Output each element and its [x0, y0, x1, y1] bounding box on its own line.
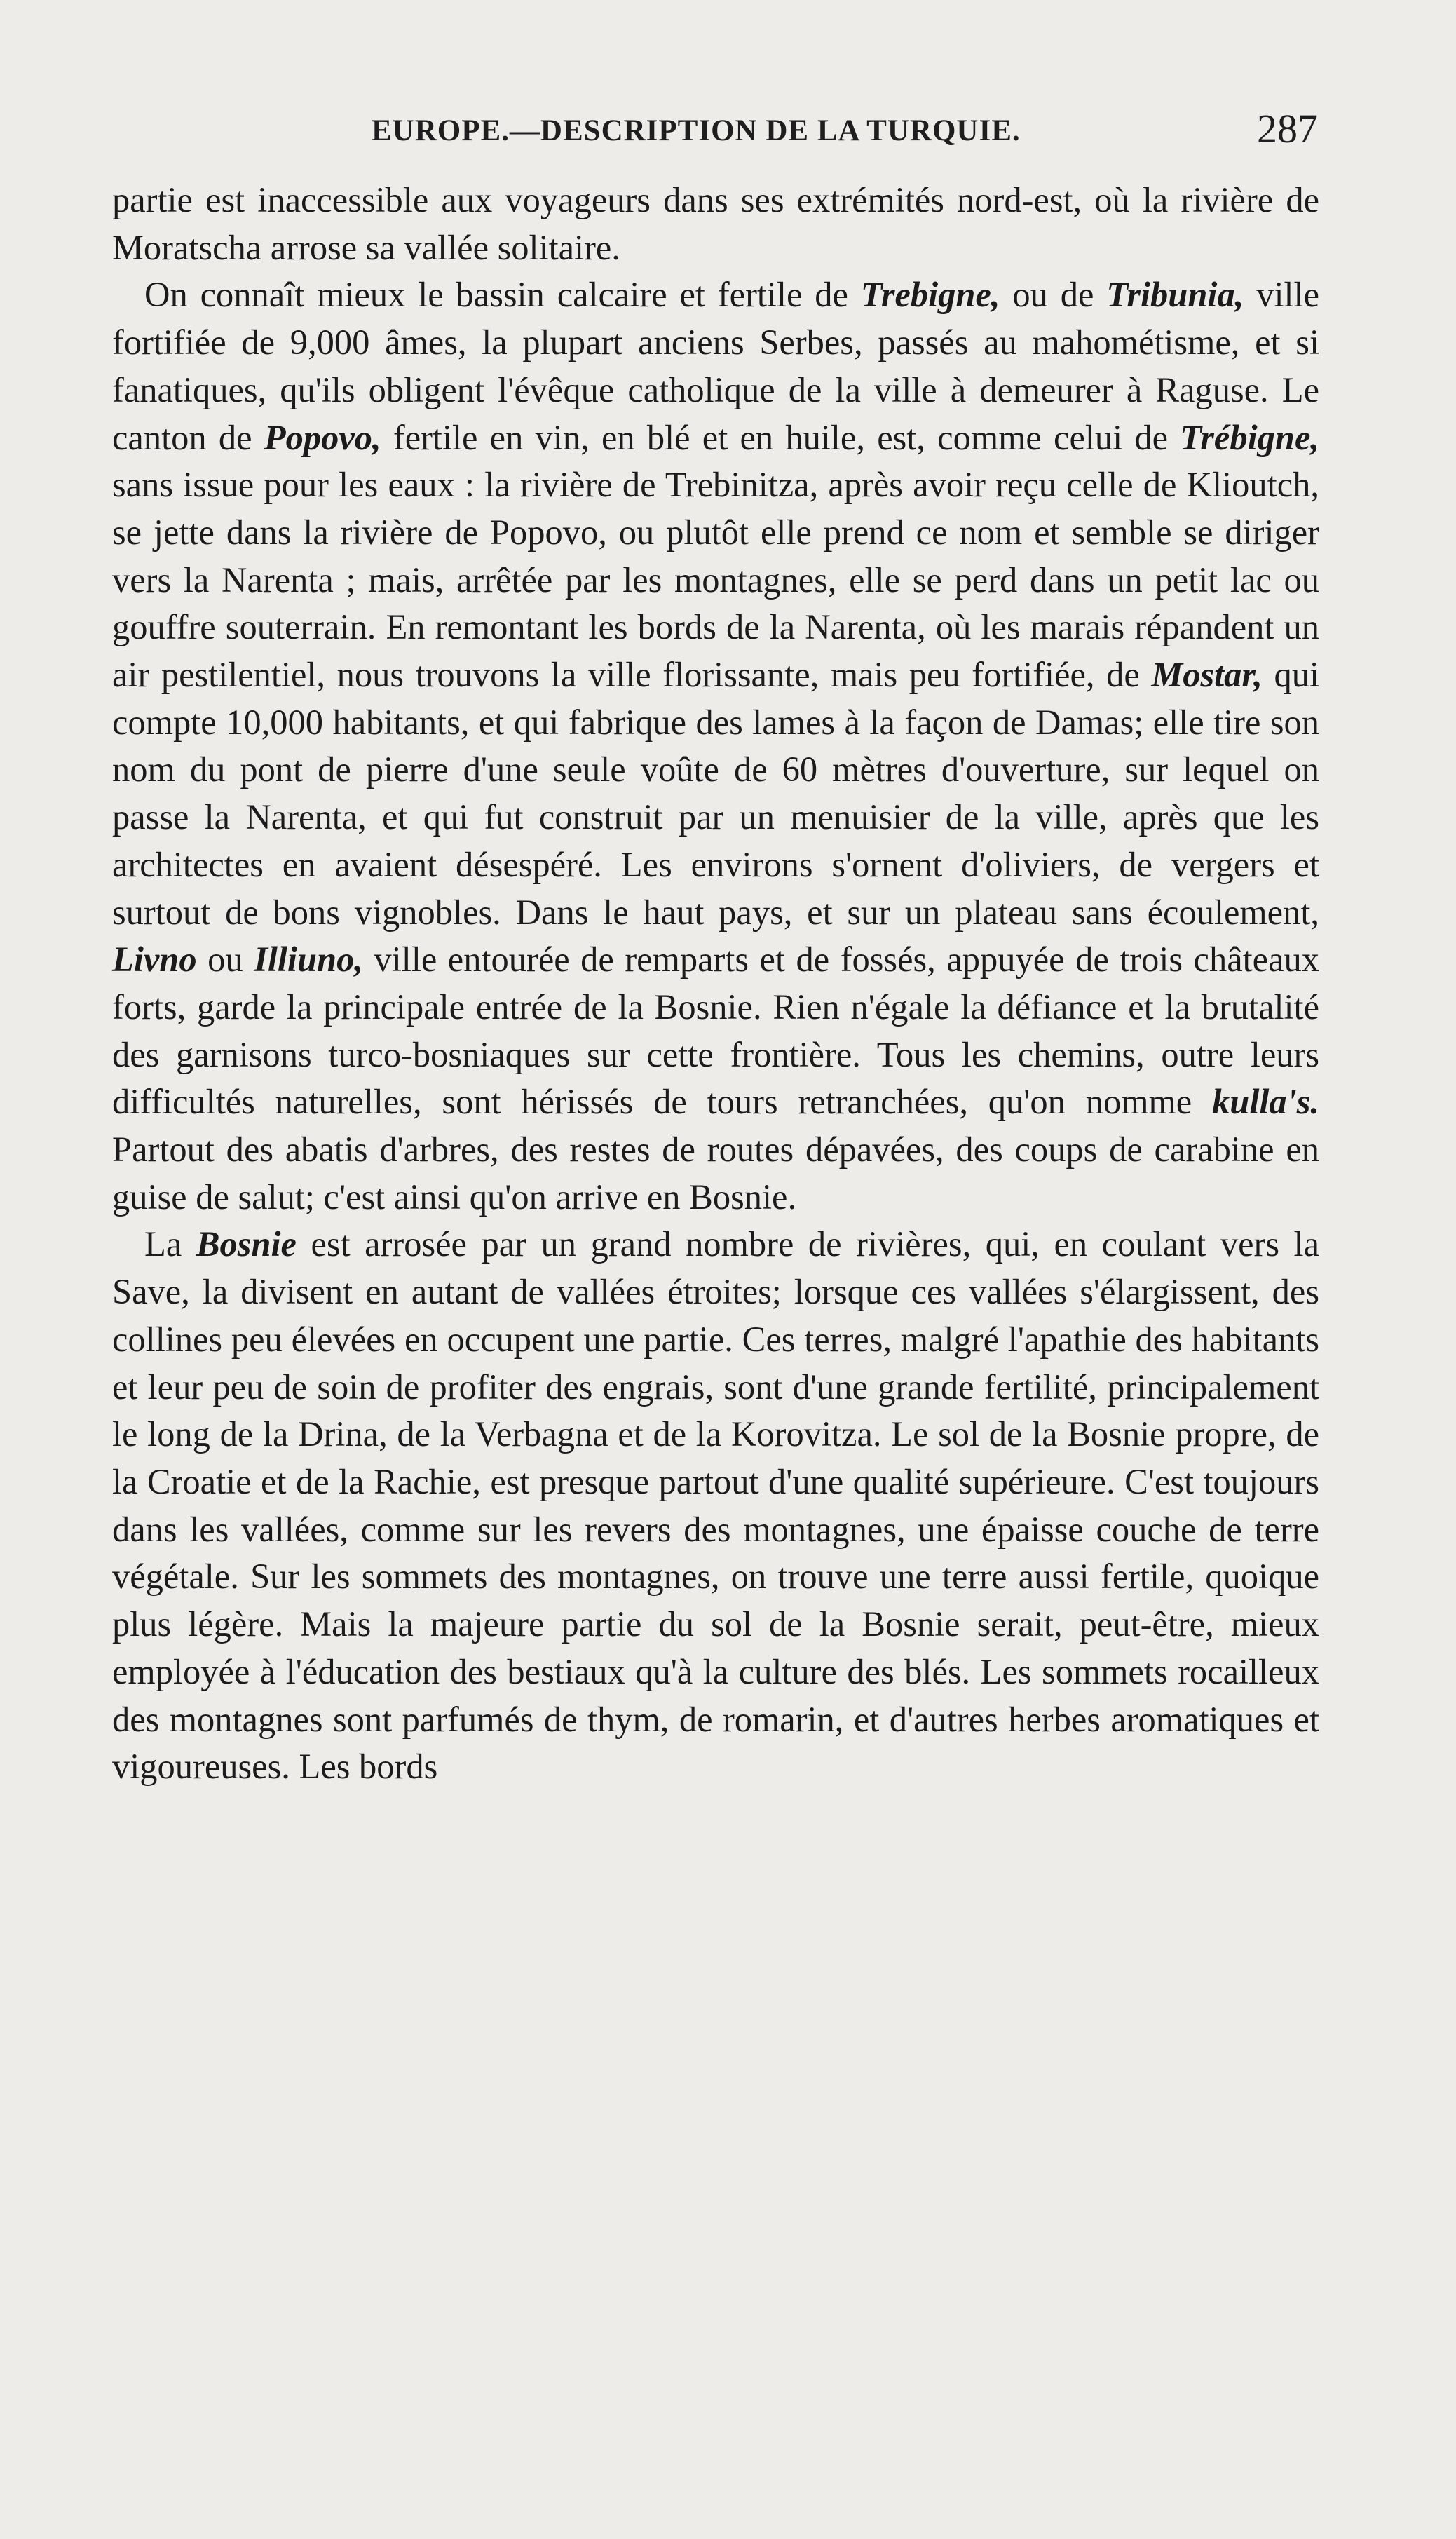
text-run: partie est inaccessible aux voyageurs dans ses extrémités nord-est, où la rivière de Moratscha arrose sa vallée solitaire.: [112, 180, 1319, 267]
text-run: On connaît mieux le bassin calcaire et fertile de: [144, 275, 861, 315]
text-run: ville fortifiée de 9,000 âmes, la plupart anciens Serbes, passés au mahométisme, et si fanatiques, qu'ils obligent l'évêque catholique de la ville à demeurer à Raguse. Le canton de: [112, 275, 1319, 457]
italic-term: Trebigne,: [860, 275, 1000, 315]
running-title: EUROPE.—DESCRIPTION DE LA TURQUIE.: [372, 114, 1021, 147]
italic-term: Illiuno,: [254, 940, 363, 980]
text-run: qui compte 10,000 habitants, et qui fabrique des lames à la façon de Damas; elle tire son nom du pont de pierre d'une seule voûte de 60 mètres d'ouverture, sur lequel on passe la Narenta, et qui fut construit par un menuisier de la ville, après que les architectes en avaient désespéré. Les environs s'ornent d'oliviers, de vergers et surtout de bons vignobles. Dans le haut pays, et sur un plateau sans écoulement,: [112, 655, 1319, 932]
text-run: ou de: [1000, 275, 1107, 315]
paragraph: [112, 177, 1319, 271]
italic-term: Tribunia,: [1106, 275, 1244, 315]
page-header: [112, 105, 1318, 154]
text-run: est arrosée par un grand nombre de rivières, qui, en coulant vers la Save, la divisent en autant de vallées étroites; lorsque ces vallées s'élargissent, des collines peu élevées en occupent une partie. Ces terres, malgré l'apathie des habitants et leur peu de soin de profiter des engrais, sont d'une grande fertilité, principalement le long de la Drina, de la Verbagna et de la Korovitza. Le sol de la Bosnie propre, de la Croatie et de la Rachie, est presque partout d'une qualité supérieure. C'est toujours dans les vallées, comme sur les revers des montagnes, une épaisse couche de terre végétale. Sur les sommets des montagnes, on trouve une terre aussi fertile, quoique plus légère. Mais la majeure partie du sol de la Bosnie serait, peut-être, mieux employée à l'éducation des bestiaux qu'à la culture des blés. Les sommets rocailleux des montagnes sont parfumés de thym, de romarin, et d'autres herbes aromatiques et vigoureuses. Les bords: [112, 1224, 1320, 1787]
page-number: 287: [1257, 106, 1318, 151]
italic-term: Mostar,: [1151, 655, 1263, 695]
text-run: Partout des abatis d'arbres, des restes de routes dépavées, des coups de carabine en guise de salut; c'est ainsi qu'on arrive en Bosnie.: [112, 1130, 1319, 1217]
body-text: [112, 177, 1319, 1791]
text-run: La: [144, 1224, 196, 1264]
text-run: ou: [196, 940, 254, 980]
paragraph: [112, 271, 1319, 1221]
text-run: fertile en vin, en blé et en huile, est, comme celui de: [381, 417, 1181, 457]
text-run: sans issue pour les eaux : la rivière de Trebinitza, après avoir reçu celle de Klioutch, se jette dans la rivière de Popovo, ou plutôt elle prend ce nom et semble se diriger vers la Narenta ; mais, arrêtée par les montagnes, elle se perd dans un petit lac ou gouffre souterrain. En remontant les bords de la Narenta, où les marais répandent un air pestilentiel, nous trouvons la ville florissante, mais peu fortifiée, de: [112, 465, 1319, 695]
paragraph: [112, 1221, 1319, 1790]
italic-term: Bosnie: [196, 1224, 297, 1264]
italic-term: Livno: [112, 940, 197, 980]
italic-term: kulla's.: [1212, 1082, 1319, 1122]
italic-term: Trébigne,: [1180, 417, 1319, 457]
italic-term: Popovo,: [264, 417, 381, 457]
text-run: ville entourée de remparts et de fossés, appuyée de trois châteaux forts, garde la principale entrée de la Bosnie. Rien n'égale la défiance et la brutalité des garnisons turco-bosniaques sur cette frontière. Tous les chemins, outre leurs difficultés naturelles, sont hérissés de tours retranchées, qu'on nomme: [112, 940, 1319, 1122]
